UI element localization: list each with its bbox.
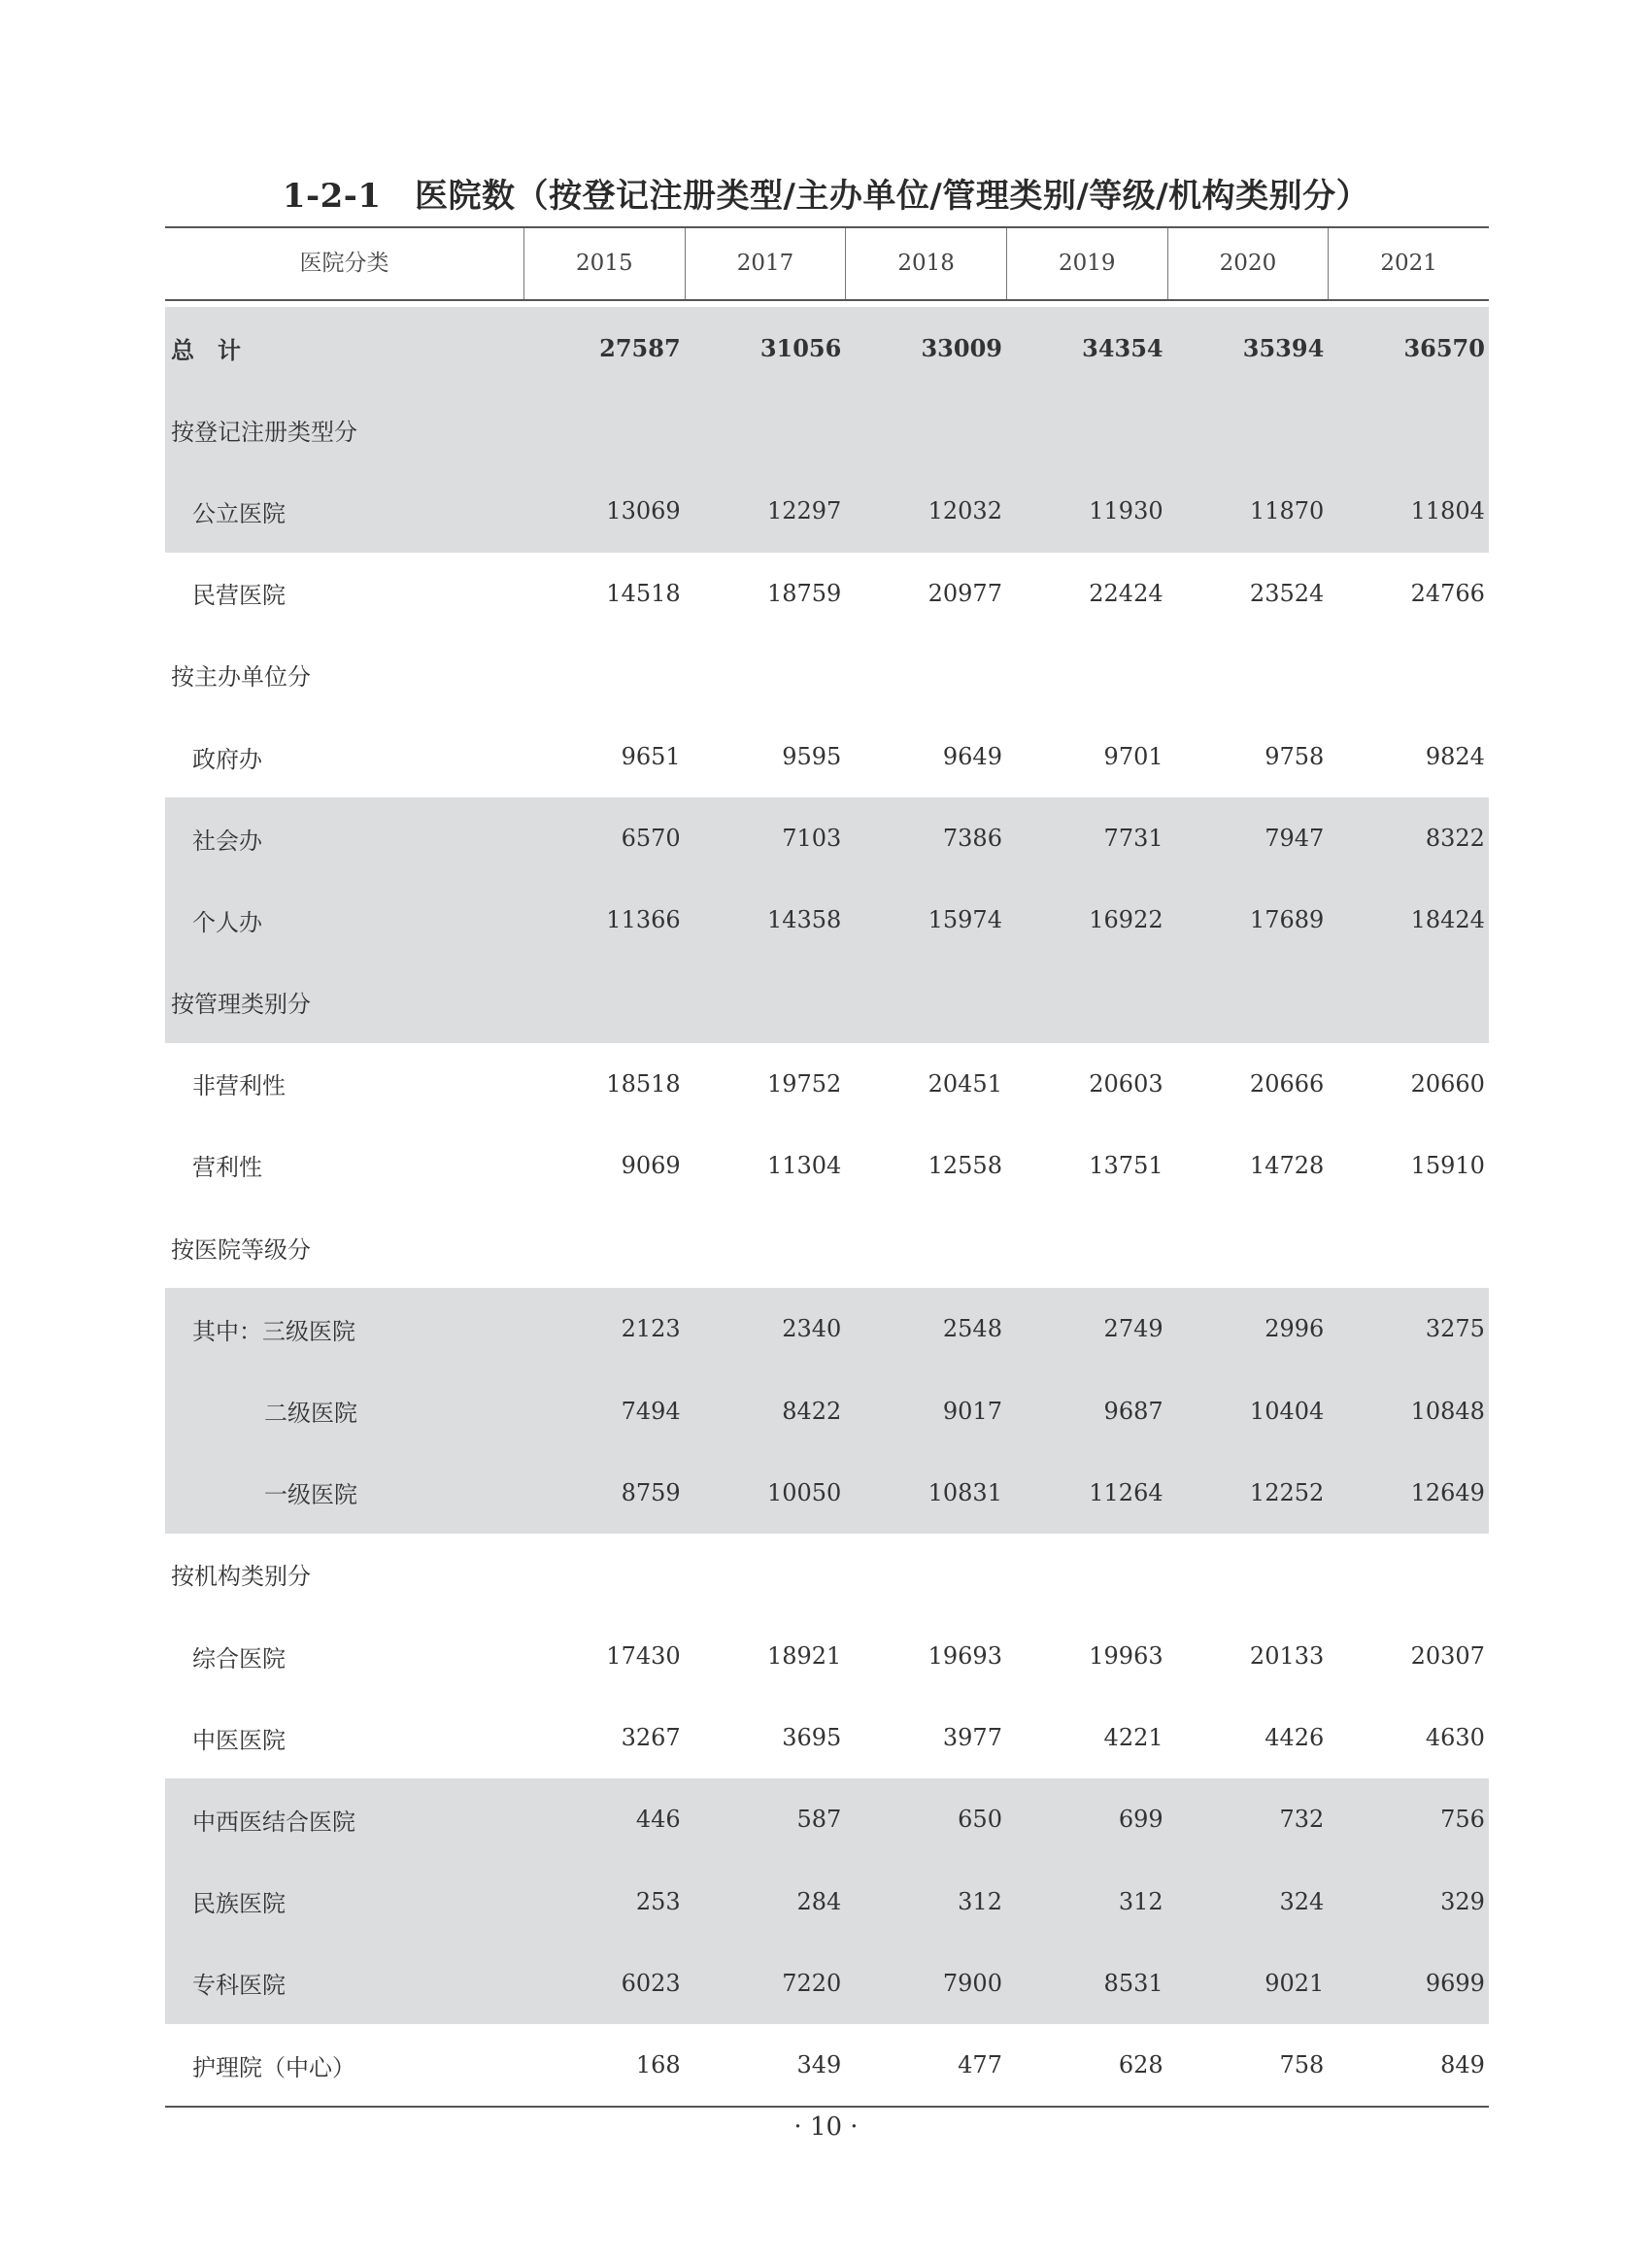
row-value: 324 (1279, 1887, 1325, 1915)
table-row (165, 1369, 1489, 1451)
row-value: 36570 (1403, 333, 1485, 362)
row-value: 7731 (1103, 825, 1163, 853)
header-year: 2015 (523, 228, 685, 299)
row-value: 15910 (1410, 1151, 1485, 1179)
row-value: 20666 (1249, 1069, 1325, 1098)
row-value: 11804 (1410, 497, 1485, 525)
row-value: 4630 (1425, 1724, 1485, 1752)
row-label: 中西医结合医院 (192, 1808, 355, 1836)
row-value: 15974 (927, 906, 1002, 934)
row-value: 6023 (621, 1969, 681, 1997)
header-year: 2021 (1328, 228, 1489, 299)
row-value: 168 (635, 2051, 681, 2079)
row-value: 12558 (927, 1151, 1002, 1179)
row-value: 9017 (942, 1397, 1002, 1425)
row-value: 18759 (766, 579, 842, 607)
row-value: 329 (1440, 1887, 1485, 1915)
row-value: 7386 (942, 825, 1002, 853)
row-value: 13751 (1089, 1151, 1163, 1179)
row-label: 按管理类别分 (171, 991, 311, 1019)
row-value: 9699 (1425, 1969, 1485, 1997)
row-value: 2996 (1264, 1315, 1325, 1343)
row-value: 18518 (606, 1069, 681, 1098)
row-value: 14518 (606, 579, 681, 607)
row-value: 477 (958, 2051, 1002, 2079)
table-row (165, 1043, 1489, 1125)
table-row (165, 1534, 1489, 1615)
row-value: 10404 (1249, 1397, 1325, 1425)
table-row (165, 553, 1489, 634)
row-value: 9649 (942, 743, 1002, 771)
table-row (165, 1861, 1489, 1943)
row-value: 849 (1440, 2051, 1485, 2079)
row-value: 253 (635, 1887, 681, 1915)
page-number: · 10 · (793, 2112, 859, 2142)
table-row (165, 1943, 1489, 2024)
row-value: 587 (796, 1806, 842, 1834)
row-value: 35394 (1242, 333, 1325, 362)
row-value: 9651 (621, 743, 681, 771)
row-value: 31056 (759, 333, 842, 362)
row-label: 一级医院 (264, 1481, 357, 1509)
row-value: 8322 (1425, 825, 1485, 853)
table-row (165, 1125, 1489, 1206)
table-row (165, 1452, 1489, 1534)
row-value: 284 (796, 1887, 842, 1915)
row-label: 二级医院 (264, 1400, 357, 1428)
row-value: 8759 (621, 1478, 681, 1506)
table-row (165, 1778, 1489, 1860)
row-value: 312 (1118, 1887, 1163, 1915)
row-value: 8531 (1103, 1969, 1163, 1997)
row-label: 护理院（中心） (192, 2053, 355, 2081)
row-value: 2340 (782, 1315, 842, 1343)
row-value: 9824 (1425, 743, 1485, 771)
row-value: 11304 (766, 1151, 842, 1179)
row-label: 公立医院 (192, 499, 286, 527)
row-label: 按主办单位分 (171, 663, 311, 692)
row-value: 3977 (942, 1724, 1002, 1752)
row-value: 14358 (766, 906, 842, 934)
row-value: 13069 (606, 497, 681, 525)
row-value: 22424 (1089, 579, 1163, 607)
header-year: 2019 (1006, 228, 1167, 299)
row-value: 9687 (1103, 1397, 1163, 1425)
row-label: 按机构类别分 (171, 1563, 311, 1591)
row-value: 34354 (1082, 333, 1163, 362)
row-value: 11930 (1089, 497, 1163, 525)
row-value: 7900 (942, 1969, 1002, 1997)
row-value: 17430 (606, 1642, 681, 1671)
table-row (165, 1697, 1489, 1778)
row-value: 20977 (927, 579, 1002, 607)
row-value: 27587 (599, 333, 681, 362)
row-value: 10848 (1410, 1397, 1485, 1425)
table-row (165, 1288, 1489, 1369)
row-value: 18424 (1410, 906, 1485, 934)
row-value: 11870 (1249, 497, 1325, 525)
row-value: 11366 (606, 906, 681, 934)
table-row (165, 2024, 1489, 2106)
row-value: 20660 (1410, 1069, 1485, 1098)
row-value: 19752 (766, 1069, 842, 1098)
row-value: 19693 (927, 1642, 1002, 1671)
table-row (165, 716, 1489, 797)
table-row (165, 1206, 1489, 1288)
row-value: 10831 (927, 1478, 1002, 1506)
row-value: 11264 (1089, 1478, 1163, 1506)
row-label: 社会办 (192, 827, 262, 855)
row-label: 中医医院 (192, 1726, 286, 1754)
row-value: 20133 (1249, 1642, 1325, 1671)
header-year: 2017 (685, 228, 846, 299)
row-value: 3695 (782, 1724, 842, 1752)
row-value: 446 (635, 1806, 681, 1834)
table-row (165, 389, 1489, 470)
table-row (165, 307, 1489, 389)
row-label: 总 计 (171, 335, 241, 364)
row-label: 其中：三级医院 (192, 1317, 355, 1345)
row-value: 650 (958, 1806, 1002, 1834)
row-value: 12297 (766, 497, 842, 525)
row-label: 综合医院 (192, 1644, 286, 1673)
row-value: 349 (796, 2051, 842, 2079)
page-title: 1-2-1 医院数（按登记注册类型/主办单位/管理类别/等级/机构类别分） (282, 177, 1370, 216)
row-value: 12252 (1249, 1478, 1325, 1506)
table-bottom-rule (165, 2106, 1489, 2108)
row-value: 2123 (621, 1315, 681, 1343)
row-value: 19963 (1089, 1642, 1163, 1671)
row-value: 33009 (921, 333, 1002, 362)
hospital-count-table (165, 226, 1489, 2108)
row-label: 民营医院 (192, 582, 286, 610)
table-header (165, 226, 1489, 301)
table-row (165, 1615, 1489, 1697)
table-row (165, 962, 1489, 1043)
row-label: 按登记注册类型分 (171, 418, 357, 446)
row-value: 4426 (1264, 1724, 1325, 1752)
row-value: 17689 (1249, 906, 1325, 934)
row-value: 12649 (1410, 1478, 1485, 1506)
table-row (165, 470, 1489, 552)
row-value: 732 (1279, 1806, 1325, 1834)
table-row (165, 879, 1489, 961)
row-value: 24766 (1410, 579, 1485, 607)
row-value: 2548 (942, 1315, 1002, 1343)
row-value: 3275 (1425, 1315, 1485, 1343)
row-value: 14728 (1249, 1151, 1325, 1179)
row-value: 7103 (782, 825, 842, 853)
row-value: 9758 (1264, 743, 1325, 771)
row-value: 9069 (621, 1151, 681, 1179)
row-value: 4221 (1103, 1724, 1163, 1752)
row-value: 16922 (1089, 906, 1163, 934)
row-label: 民族医院 (192, 1890, 286, 1918)
header-year: 2018 (845, 228, 1006, 299)
row-value: 699 (1118, 1806, 1163, 1834)
row-value: 7220 (782, 1969, 842, 1997)
row-value: 23524 (1249, 579, 1325, 607)
header-year: 2020 (1167, 228, 1329, 299)
row-value: 9021 (1264, 1969, 1325, 1997)
row-value: 20307 (1410, 1642, 1485, 1671)
row-value: 12032 (927, 497, 1002, 525)
row-value: 628 (1118, 2051, 1163, 2079)
row-value: 20603 (1089, 1069, 1163, 1098)
row-label: 个人办 (192, 908, 262, 936)
row-value: 6570 (621, 825, 681, 853)
row-value: 7494 (621, 1397, 681, 1425)
row-label: 政府办 (192, 745, 262, 773)
row-value: 3267 (621, 1724, 681, 1752)
row-label: 专科医院 (192, 1972, 286, 2000)
row-label: 按医院等级分 (171, 1235, 311, 1264)
row-value: 18921 (766, 1642, 842, 1671)
row-value: 7947 (1264, 825, 1325, 853)
row-value: 312 (958, 1887, 1002, 1915)
row-value: 758 (1279, 2051, 1325, 2079)
row-value: 8422 (782, 1397, 842, 1425)
header-category: 医院分类 (299, 251, 389, 276)
row-value: 2749 (1103, 1315, 1163, 1343)
row-value: 756 (1440, 1806, 1485, 1834)
row-label: 非营利性 (192, 1072, 286, 1100)
table-row (165, 634, 1489, 716)
row-label: 营利性 (192, 1154, 262, 1182)
row-value: 10050 (766, 1478, 842, 1506)
table-body (165, 301, 1489, 2106)
row-value: 9595 (782, 743, 842, 771)
table-row (165, 797, 1489, 879)
row-value: 9701 (1103, 743, 1163, 771)
row-value: 20451 (927, 1069, 1002, 1098)
